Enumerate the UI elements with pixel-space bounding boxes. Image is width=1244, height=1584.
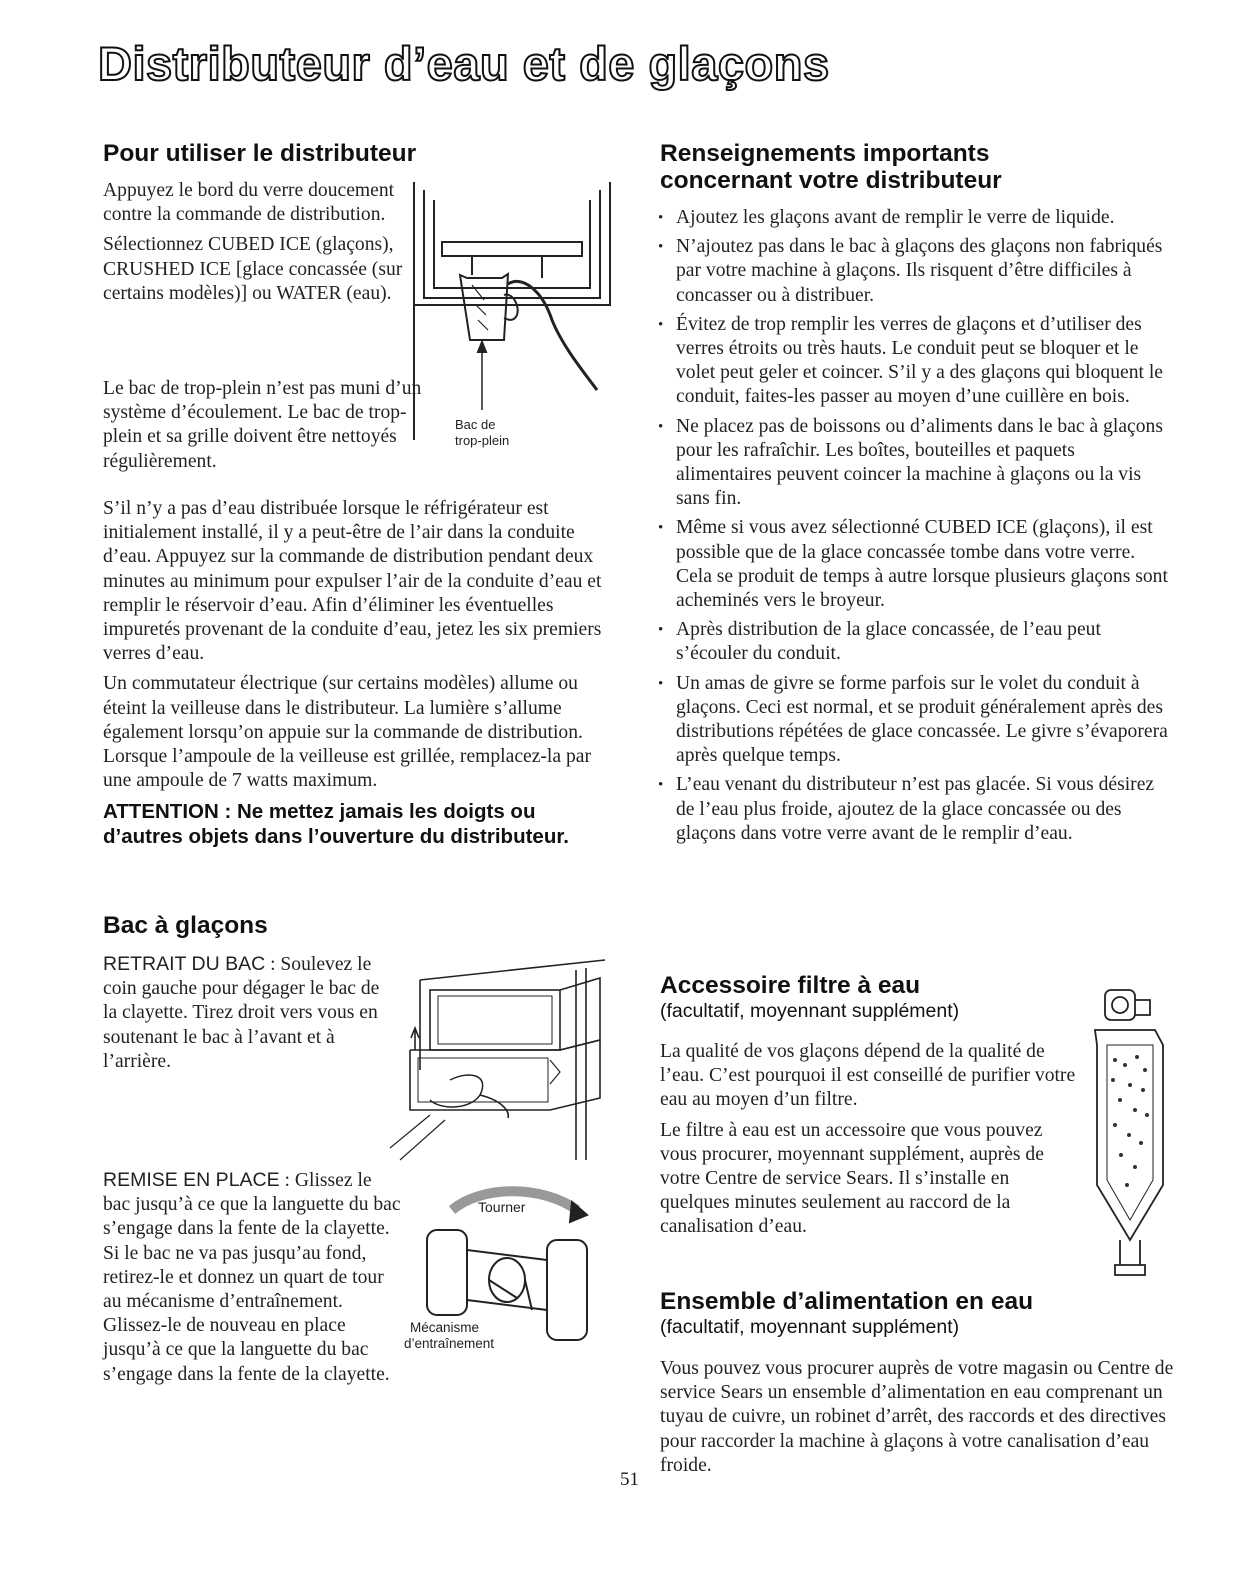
water-filter-illustration xyxy=(1085,985,1175,1285)
section-water-supply xyxy=(660,1288,1180,1339)
replacement-lead: REMISE EN PLACE xyxy=(103,1169,280,1191)
water-filter-body xyxy=(660,1040,1080,1246)
paragraph: Appuyez le bord du verre doucement contre la commande de distribution. xyxy=(103,180,395,226)
list-item: • Ne placez pas de boissons ou d’aliments dans le bac à glaçons pour les rafraîchir. Les boîtes, bouteilles et paquets alimentaires peuvent coincer la machine à glaçons ou la vis sans fin. xyxy=(658,415,1163,510)
paragraph: Sélectionnez CUBED ICE (glaçons), CRUSHED ICE [glace concassée (sur certains modèles)] ou WATER (eau). xyxy=(103,234,403,304)
paragraph: Le bac de trop-plein n’est pas muni d’un système d’écoulement. Le bac de trop-plein et sa grille doivent être nettoyés régulièrement. xyxy=(103,378,422,472)
list-item-text: Après distribution de la glace concassée, de l’eau peut s’écouler du conduit. xyxy=(676,619,1101,665)
replacement-text: : Glissez le bac jusqu’à ce que la languette du bac s’engage dans la fente de la clayette. Si le bac ne va pas jusqu’au fond, retirez-le et donnez un quart de tour au mécanisme d’entraînement. Glissez-le de nouveau en place jusqu’à ce que la languette du bac s’engage dans la fente de la clayette. xyxy=(103,1170,401,1385)
list-item: • N’ajoutez pas dans le bac à glaçons des glaçons non fabriqués par votre machine à glaçons. Ils risquent d’être difficiles à concasser ou à distribuer. xyxy=(658,236,1163,306)
section-use-dispenser xyxy=(103,140,623,167)
important-info-list xyxy=(656,206,1174,851)
ice-bin-replacement xyxy=(103,1168,403,1387)
removal-lead: RETRAIT DU BAC xyxy=(103,953,266,975)
list-item-text: N’ajoutez pas dans le bac à glaçons des glaçons non fabriqués par votre machine à glaçons. Ils risquent d’être difficiles à concasser ou à distribuer. xyxy=(676,236,1163,306)
list-item: • Ajoutez les glaçons avant de remplir le verre de liquide. xyxy=(658,207,1115,228)
dispenser-body xyxy=(103,497,615,849)
heading-ice-bin: Bac à glaçons xyxy=(103,912,268,939)
caption-line: d’entraînement xyxy=(404,1336,495,1351)
list-item: • Un amas de givre se forme parfois sur le volet du conduit à glaçons. Ceci est normal, et se produit généralement après des distributions répétées de glace concassée. Le givre s’évaporera après quelque temps. xyxy=(658,672,1168,767)
list-item-text: Un amas de givre se forme parfois sur le volet du conduit à glaçons. Ceci est normal, et se produit généralement après des distributions répétées de glace concassée. Le givre s’évaporera après quelque temps. xyxy=(676,672,1168,767)
caption-line: trop-plein xyxy=(455,433,510,448)
dispenser-overflow-text xyxy=(103,377,433,480)
paragraph: Le filtre à eau est un accessoire que vous pouvez vous procurer, moyennant supplément, auprès de votre Centre de service Sears. Il s’installe en quelques minutes seulement au raccord de la canalisation d’eau. xyxy=(660,1119,1044,1238)
paragraph: La qualité de vos glaçons dépend de la qualité de l’eau. C’est pourquoi il est conseillé de purifier votre eau au moyen d’un filtre. xyxy=(660,1041,1076,1111)
list-item-text: Ne placez pas de boissons ou d’aliments dans le bac à glaçons pour les rafraîchir. Les boîtes, bouteilles et paquets alimentaires peuvent coincer la machine à glaçons ou la vis sans fin. xyxy=(676,415,1163,510)
caption-line: Mécanisme xyxy=(410,1320,480,1335)
page-title: Distributeur d’eau et de glaçons xyxy=(98,37,830,90)
list-item: • L’eau venant du distributeur n’est pas glacée. Si vous désirez de l’eau plus froide, ajoutez de la glace concassée ou des glaçons dans votre verre avant de le remplir d’eau. xyxy=(658,774,1155,844)
list-item-text: Évitez de trop remplir les verres de glaçons et d’utiliser des verres étroits ou très hauts. Le conduit peut se bloquer et le volet peut geler et coincer. S’il y a des glaçons qui bloquent le conduit, faites-les passer au moyen d’une cuillère en bois. xyxy=(676,313,1163,408)
dispenser-intro xyxy=(103,179,403,312)
water-supply-subheading: (facultatif, moyennant supplément) xyxy=(660,1316,960,1338)
paragraph: S’il n’y a pas d’eau distribuée lorsque le réfrigérateur est initialement installé, il y a peut-être de l’air dans la conduite d’eau. Appuyez sur la commande de distribution pendant deux minutes au minimum pour expulser l’air de la conduite d’eau et remplir le réservoir d’eau. Afin d’éliminer les éventuelles impuretés provenant de la conduite d’eau, jetez les six premiers verres d’eau. xyxy=(103,498,602,665)
water-supply-body xyxy=(660,1357,1175,1484)
section-ice-bin xyxy=(103,912,623,939)
figure-caption-bac xyxy=(455,417,509,449)
dispenser-illustration xyxy=(412,180,612,450)
list-item-text: Même si vous avez sélectionné CUBED ICE (glaçons), il est possible que de la glace concassée tombe dans votre verre. Cela se produit de temps à autre lorsque plusieurs glaçons sont acheminés vers le broyeur. xyxy=(676,517,1168,612)
section-important-info xyxy=(660,140,1180,194)
attention-warning: ATTENTION : Ne mettez jamais les doigts ou d’autres objets dans l’ouverture du distributeur. xyxy=(103,800,569,849)
heading-water-supply: Ensemble d’alimentation en eau xyxy=(660,1288,1034,1315)
ice-bin-removal xyxy=(103,952,388,1074)
ice-bin-illustration xyxy=(390,960,615,1160)
section-water-filter xyxy=(660,972,1080,1023)
heading-use-dispenser: Pour utiliser le distributeur xyxy=(103,140,417,167)
list-item: • Même si vous avez sélectionné CUBED ICE (glaçons), il est possible que de la glace concassée tombe dans votre verre. Cela se produit de temps à autre lorsque plusieurs glaçons sont acheminés vers le broyeur. xyxy=(658,517,1168,612)
list-item-text: Ajoutez les glaçons avant de remplir le verre de liquide. xyxy=(676,207,1115,228)
heading-important-info-2: concernant votre distributeur xyxy=(660,167,1002,194)
water-filter-subheading: (facultatif, moyennant supplément) xyxy=(660,1000,960,1022)
list-item-text: L’eau venant du distributeur n’est pas glacée. Si vous désirez de l’eau plus froide, ajoutez de la glace concassée ou des glaçons dans votre verre avant de le remplir d’eau. xyxy=(676,774,1155,844)
removal-text: : Soulevez le coin gauche pour dégager le bac de la clayette. Tirez droit vers vous en soutenant le bac à l’avant et à l’arrière. xyxy=(103,954,380,1072)
figure-label-tourner: Tourner xyxy=(478,1199,526,1215)
figure-caption-mecanisme xyxy=(404,1320,494,1352)
heading-water-filter: Accessoire filtre à eau xyxy=(660,972,921,999)
list-item: • Évitez de trop remplir les verres de glaçons et d’utiliser des verres étroits ou très hauts. Le conduit peut se bloquer et le volet peut geler et coincer. S’il y a des glaçons qui bloquent le conduit, faites-les passer au moyen d’une cuillère en bois. xyxy=(658,313,1163,408)
page-number: 51 xyxy=(620,1469,639,1490)
list-item: • Après distribution de la glace concassée, de l’eau peut s’écouler du conduit. xyxy=(658,619,1101,665)
paragraph: Vous pouvez vous procurer auprès de votre magasin ou Centre de service Sears un ensemble d’alimentation en eau comprenant un tuyau de cuivre, un robinet d’arrêt, des raccords et des directives pour raccorder la machine à glaçons à votre canalisation d’eau froide. xyxy=(660,1358,1174,1476)
caption-line: Bac de xyxy=(455,417,496,432)
paragraph: Un commutateur électrique (sur certains modèles) allume ou éteint la veilleuse dans le distributeur. La lumière s’allume également lorsqu’on appuie sur la commande de distribution. Lorsque l’ampoule de la veilleuse est grillée, remplacez-la par une ampoule de 7 watts maximum. xyxy=(103,673,591,792)
heading-important-info-1: Renseignements importants xyxy=(660,140,990,167)
